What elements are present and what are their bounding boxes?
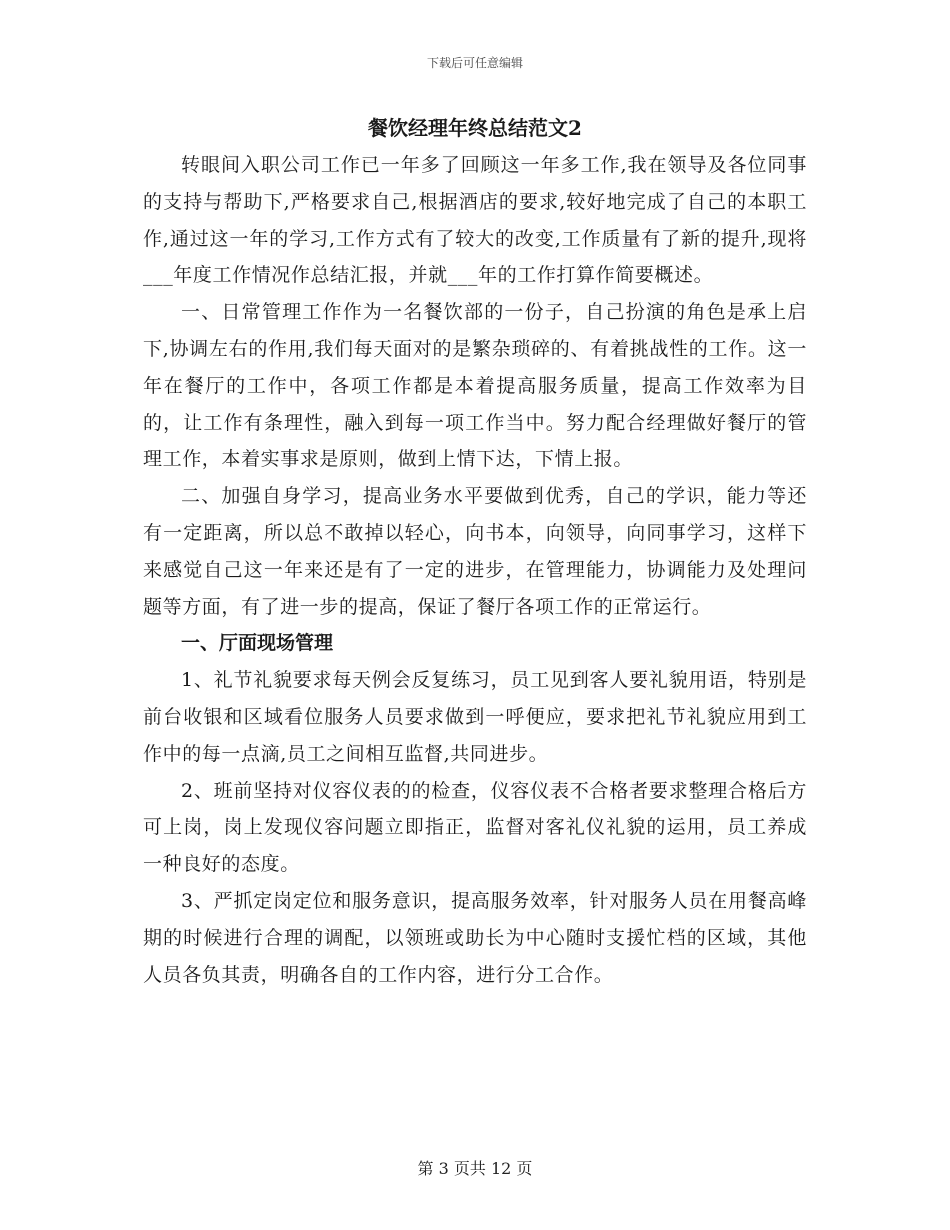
section-item-1: 1、礼节礼貌要求每天例会反复练习，员工见到客人要礼貌用语，特别是前台收银和区域看位服务人员要求做到一呼便应，要求把礼节礼貌应用到工作中的每一点滴,员工之间相互监督,共同进步。 xyxy=(143,669,807,765)
section-item-2: 2、班前坚持对仪容仪表的的检查，仪容仪表不合格者要求整理合格后方可上岗，岗上发现仪容问题立即指正，监督对客礼仪礼貌的运用，员工养成一种良好的态度。 xyxy=(143,779,807,876)
document-title: 餐饮经理年终总结范文2 xyxy=(368,116,582,140)
document-body xyxy=(143,112,807,993)
paragraph-daily-management: 一、日常管理工作作为一名餐饮部的一份子，自己扮演的角色是承上启下,协调左右的作用,我们每天面对的是繁杂琐碎的、有着挑战性的工作。这一年在餐厅的工作中，各项工作都是本着提高服务质量，提高工作效率为目的，让工作有条理性，融入到每一项工作当中。努力配合经理做好餐厅的管理工作，本着实事求是原则，做到上情下达，下情上报。 xyxy=(143,301,807,471)
paragraph-self-learning: 二、加强自身学习，提高业务水平要做到优秀，自己的学识，能力等还有一定距离，所以总不敢掉以轻心，向书本，向领导，向同事学习，这样下来感觉自己这一年来还是有了一定的进步，在管理能力，协调能力及处理问题等方面，有了进一步的提高，保证了餐厅各项工作的正常运行。 xyxy=(143,485,807,618)
paragraph-intro: 转眼间入职公司工作已一年多了回顾这一年多工作,我在领导及各位同事的支持与帮助下,严格要求自己,根据酒店的要求,较好地完成了自己的本职工作,通过这一年的学习,工作方式有了较大的改变,工作质量有了新的提升,现将___年度工作情况作总结汇报，并就___年的工作打算作简要概述。 xyxy=(143,154,807,287)
section-heading: 一、厅面现场管理 xyxy=(181,632,334,655)
header-note: 下载后可任意编辑 xyxy=(426,56,523,70)
section-item-3: 3、严抓定岗定位和服务意识，提高服务效率，针对服务人员在用餐高峰期的时候进行合理的调配，以领班或助长为中心随时支援忙档的区域，其他人员各负其责，明确各自的工作内容，进行分工合作。 xyxy=(143,889,807,986)
page-footer: 第 3 页共 12 页 xyxy=(417,1159,533,1178)
